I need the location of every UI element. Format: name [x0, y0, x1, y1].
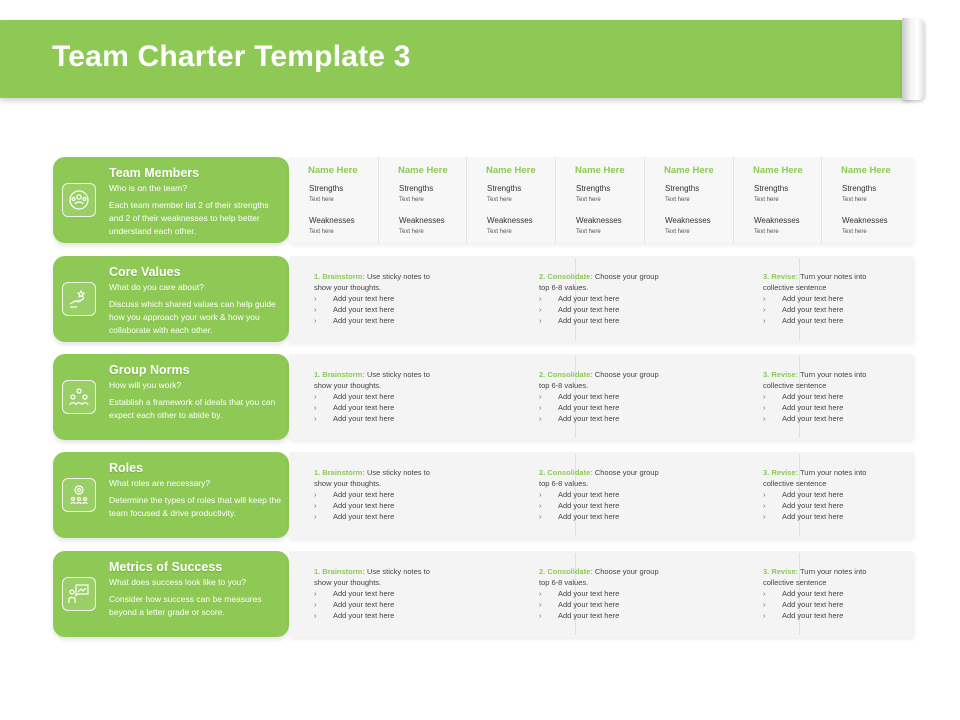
section-description: Establish a framework of ideals that you can expect each other to abide by. [109, 397, 276, 420]
section-title: Core Values [109, 265, 181, 279]
step-bullet [314, 501, 394, 510]
bullet-text: Add your text here [333, 403, 395, 412]
chevron-right-icon: › [314, 512, 317, 521]
member-name: Name Here [841, 165, 891, 176]
bullet-text: Add your text here [558, 600, 620, 609]
section-question: What do you care about? [109, 282, 204, 292]
weakness-text: Text here [842, 229, 867, 235]
section-row-4 [53, 452, 915, 538]
step-line2: collective sentence [763, 578, 827, 587]
chevron-right-icon: › [763, 305, 766, 314]
step-bullet [539, 316, 619, 325]
chevron-right-icon: › [763, 392, 766, 401]
step-bullet [539, 501, 619, 510]
bullet-text: Add your text here [333, 501, 395, 510]
step-block [289, 452, 514, 538]
bullet-text: Add your text here [782, 316, 844, 325]
chevron-right-icon: › [314, 589, 317, 598]
chevron-right-icon: › [539, 414, 542, 423]
section-question: How will you work? [109, 380, 182, 390]
step-block [514, 256, 739, 342]
step-line2: collective sentence [763, 479, 827, 488]
step-label: 3. Revise: [763, 567, 799, 576]
section-row-3 [53, 354, 915, 440]
step-bullet [314, 490, 394, 499]
step-heading [763, 369, 943, 391]
bullet-text: Add your text here [782, 305, 844, 314]
step-block [514, 551, 739, 637]
step-bullet [539, 305, 619, 314]
chevron-right-icon: › [763, 414, 766, 423]
bullet-text: Add your text here [558, 403, 620, 412]
bullet-text: Add your text here [333, 589, 395, 598]
bullet-text: Add your text here [333, 294, 395, 303]
section-label-card [53, 551, 289, 637]
step-bullet [763, 600, 843, 609]
section-description: Consider how success can be measures beyond a letter grade or score. [109, 594, 262, 617]
step-line1: Choose your group [592, 370, 659, 379]
step-line1: Turn your notes into [798, 370, 867, 379]
weaknesses-label: Weaknesses [309, 216, 355, 225]
section-row-5 [53, 551, 915, 637]
step-bullet [763, 611, 843, 620]
strengths-label: Strengths [754, 184, 789, 193]
step-line1: Turn your notes into [798, 468, 867, 477]
section-label-card [53, 452, 289, 538]
step-block [738, 551, 960, 637]
step-bullet [314, 294, 394, 303]
bullet-text: Add your text here [558, 414, 620, 423]
bullet-text: Add your text here [558, 512, 620, 521]
step-bullet [539, 414, 619, 423]
weaknesses-label: Weaknesses [754, 216, 800, 225]
step-bullet [314, 403, 394, 412]
section-question: What roles are necessary? [109, 478, 211, 488]
member-column [466, 157, 555, 243]
chevron-right-icon: › [314, 305, 317, 314]
weaknesses-label: Weaknesses [576, 216, 622, 225]
bullet-text: Add your text here [782, 611, 844, 620]
bullet-text: Add your text here [782, 392, 844, 401]
strength-text: Text here [309, 197, 334, 203]
chevron-right-icon: › [314, 600, 317, 609]
step-line2: top 6-8 values. [539, 283, 589, 292]
strengths-label: Strengths [665, 184, 700, 193]
step-block [514, 354, 739, 440]
weakness-text: Text here [309, 229, 334, 235]
section-row-1 [53, 157, 915, 243]
presentation-board-icon [62, 577, 96, 611]
steps-panel [289, 256, 915, 342]
step-block [738, 452, 960, 538]
step-label: 1. Brainstorm: [314, 272, 365, 281]
step-heading [763, 566, 943, 588]
step-heading [539, 369, 719, 391]
step-bullet [314, 512, 394, 521]
chevron-right-icon: › [763, 490, 766, 499]
step-line2: show your thoughts. [314, 283, 382, 292]
roles-target-icon [62, 478, 96, 512]
step-line2: collective sentence [763, 381, 827, 390]
strength-text: Text here [487, 197, 512, 203]
member-name: Name Here [575, 165, 625, 176]
group-people-icon [62, 380, 96, 414]
step-line2: top 6-8 values. [539, 381, 589, 390]
weakness-text: Text here [399, 229, 424, 235]
bullet-text: Add your text here [558, 501, 620, 510]
chevron-right-icon: › [763, 501, 766, 510]
chevron-right-icon: › [314, 414, 317, 423]
bullet-text: Add your text here [333, 414, 395, 423]
step-heading [539, 271, 719, 293]
chevron-right-icon: › [763, 316, 766, 325]
member-name: Name Here [753, 165, 803, 176]
section-description: Each team member list 2 of their strengths and 2 of their weaknesses to help better understand each other. [109, 200, 269, 236]
step-label: 2. Consolidate: [539, 272, 593, 281]
section-description: Determine the types of roles that will keep the team focused & drive productivity. [109, 495, 281, 518]
section-description: Discuss which shared values can help guide how you approach your work & how you collaborate with each other. [109, 299, 276, 335]
step-heading [314, 271, 494, 293]
step-block [514, 452, 739, 538]
step-bullet [763, 589, 843, 598]
bullet-text: Add your text here [558, 611, 620, 620]
step-line1: Choose your group [592, 468, 659, 477]
step-line2: show your thoughts. [314, 479, 382, 488]
step-bullet [763, 512, 843, 521]
bullet-text: Add your text here [558, 316, 620, 325]
section-title: Roles [109, 461, 144, 475]
chevron-right-icon: › [539, 403, 542, 412]
member-name: Name Here [664, 165, 714, 176]
member-column [733, 157, 822, 243]
weaknesses-label: Weaknesses [399, 216, 445, 225]
bullet-text: Add your text here [333, 600, 395, 609]
strengths-label: Strengths [842, 184, 877, 193]
step-block [289, 256, 514, 342]
step-heading [763, 271, 943, 293]
chevron-right-icon: › [763, 294, 766, 303]
chevron-right-icon: › [539, 316, 542, 325]
chevron-right-icon: › [763, 512, 766, 521]
chevron-right-icon: › [314, 611, 317, 620]
step-bullet [314, 414, 394, 423]
step-heading [539, 566, 719, 588]
step-bullet [539, 589, 619, 598]
step-bullet [763, 305, 843, 314]
bullet-text: Add your text here [558, 392, 620, 401]
bullet-text: Add your text here [333, 392, 395, 401]
step-block [738, 256, 960, 342]
step-bullet [314, 392, 394, 401]
step-bullet [763, 294, 843, 303]
page-title: Team Charter Template 3 [52, 40, 411, 73]
step-line1: Choose your group [592, 272, 659, 281]
bullet-text: Add your text here [782, 589, 844, 598]
step-label: 3. Revise: [763, 370, 799, 379]
step-line2: top 6-8 values. [539, 578, 589, 587]
chevron-right-icon: › [539, 589, 542, 598]
step-heading [314, 467, 494, 489]
step-bullet [314, 316, 394, 325]
chevron-right-icon: › [763, 600, 766, 609]
bullet-text: Add your text here [333, 611, 395, 620]
bullet-text: Add your text here [782, 490, 844, 499]
step-heading [539, 467, 719, 489]
chevron-right-icon: › [314, 490, 317, 499]
chevron-right-icon: › [314, 316, 317, 325]
chevron-right-icon: › [539, 501, 542, 510]
step-label: 1. Brainstorm: [314, 567, 365, 576]
weakness-text: Text here [754, 229, 779, 235]
step-line2: collective sentence [763, 283, 827, 292]
step-bullet [539, 294, 619, 303]
chevron-right-icon: › [539, 392, 542, 401]
member-column [378, 157, 467, 243]
hand-values-icon [62, 282, 96, 316]
step-label: 1. Brainstorm: [314, 370, 365, 379]
bullet-text: Add your text here [558, 589, 620, 598]
chevron-right-icon: › [314, 294, 317, 303]
step-bullet [314, 611, 394, 620]
weaknesses-label: Weaknesses [842, 216, 888, 225]
member-name: Name Here [308, 165, 358, 176]
step-bullet [763, 490, 843, 499]
step-line1: Turn your notes into [798, 567, 867, 576]
step-bullet [314, 305, 394, 314]
steps-panel [289, 354, 915, 440]
step-bullet [763, 501, 843, 510]
bullet-text: Add your text here [782, 600, 844, 609]
step-bullet [763, 316, 843, 325]
section-question: Who is on the team? [109, 183, 187, 193]
weakness-text: Text here [576, 229, 601, 235]
member-column [644, 157, 733, 243]
page-curl-decoration [902, 18, 924, 100]
section-row-2 [53, 256, 915, 342]
bullet-text: Add your text here [558, 305, 620, 314]
bullet-text: Add your text here [782, 501, 844, 510]
step-bullet [539, 600, 619, 609]
chevron-right-icon: › [763, 589, 766, 598]
chevron-right-icon: › [314, 392, 317, 401]
strengths-label: Strengths [309, 184, 344, 193]
step-line2: top 6-8 values. [539, 479, 589, 488]
step-line1: Use sticky notes to [364, 567, 430, 576]
step-heading [314, 566, 494, 588]
team-members-panel [289, 157, 915, 243]
section-label-card [53, 354, 289, 440]
step-bullet [314, 600, 394, 609]
step-bullet [539, 490, 619, 499]
step-bullet [539, 611, 619, 620]
step-label: 3. Revise: [763, 272, 799, 281]
step-bullet [763, 414, 843, 423]
step-bullet [314, 589, 394, 598]
step-block [289, 354, 514, 440]
chevron-right-icon: › [763, 611, 766, 620]
strength-text: Text here [576, 197, 601, 203]
step-bullet [763, 403, 843, 412]
chevron-right-icon: › [539, 490, 542, 499]
section-question: What does success look like to you? [109, 577, 247, 587]
member-column [289, 157, 377, 243]
strength-text: Text here [665, 197, 690, 203]
weaknesses-label: Weaknesses [665, 216, 711, 225]
strength-text: Text here [399, 197, 424, 203]
strengths-label: Strengths [576, 184, 611, 193]
step-bullet [539, 392, 619, 401]
bullet-text: Add your text here [782, 512, 844, 521]
step-label: 2. Consolidate: [539, 468, 593, 477]
step-bullet [763, 392, 843, 401]
chevron-right-icon: › [314, 501, 317, 510]
member-name: Name Here [486, 165, 536, 176]
bullet-text: Add your text here [782, 414, 844, 423]
step-heading [314, 369, 494, 391]
step-block [738, 354, 960, 440]
chevron-right-icon: › [539, 294, 542, 303]
weaknesses-label: Weaknesses [487, 216, 533, 225]
chevron-right-icon: › [539, 512, 542, 521]
member-name: Name Here [398, 165, 448, 176]
bullet-text: Add your text here [782, 403, 844, 412]
step-label: 2. Consolidate: [539, 567, 593, 576]
section-title: Group Norms [109, 363, 190, 377]
step-bullet [539, 512, 619, 521]
step-line2: show your thoughts. [314, 381, 382, 390]
step-label: 2. Consolidate: [539, 370, 593, 379]
weakness-text: Text here [487, 229, 512, 235]
bullet-text: Add your text here [782, 294, 844, 303]
strengths-label: Strengths [399, 184, 434, 193]
bullet-text: Add your text here [333, 512, 395, 521]
bullet-text: Add your text here [558, 490, 620, 499]
step-label: 3. Revise: [763, 468, 799, 477]
strength-text: Text here [754, 197, 779, 203]
step-line1: Choose your group [592, 567, 659, 576]
section-label-card [53, 256, 289, 342]
strength-text: Text here [842, 197, 867, 203]
step-block [289, 551, 514, 637]
steps-panel [289, 452, 915, 538]
section-title: Metrics of Success [109, 560, 223, 574]
section-label-card [53, 157, 289, 243]
team-members-icon [62, 183, 96, 217]
step-line1: Turn your notes into [798, 272, 867, 281]
bullet-text: Add your text here [558, 294, 620, 303]
chevron-right-icon: › [539, 305, 542, 314]
bullet-text: Add your text here [333, 490, 395, 499]
strengths-label: Strengths [487, 184, 522, 193]
member-column [555, 157, 644, 243]
chevron-right-icon: › [539, 611, 542, 620]
step-bullet [539, 403, 619, 412]
weakness-text: Text here [665, 229, 690, 235]
step-line1: Use sticky notes to [364, 272, 430, 281]
chevron-right-icon: › [314, 403, 317, 412]
steps-panel [289, 551, 915, 637]
step-line1: Use sticky notes to [364, 468, 430, 477]
bullet-text: Add your text here [333, 305, 395, 314]
chevron-right-icon: › [763, 403, 766, 412]
step-label: 1. Brainstorm: [314, 468, 365, 477]
step-line1: Use sticky notes to [364, 370, 430, 379]
section-title: Team Members [109, 166, 200, 180]
chevron-right-icon: › [539, 600, 542, 609]
step-line2: show your thoughts. [314, 578, 382, 587]
step-heading [763, 467, 943, 489]
member-column [821, 157, 910, 243]
bullet-text: Add your text here [333, 316, 395, 325]
